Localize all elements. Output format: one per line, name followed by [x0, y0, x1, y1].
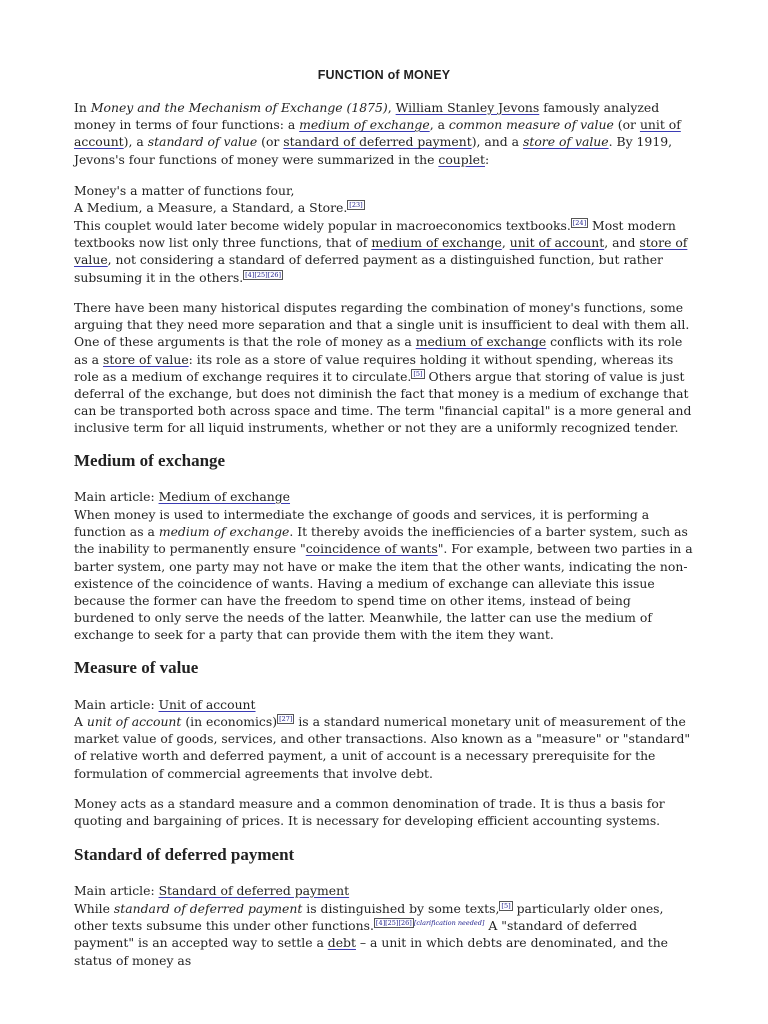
- document-title: FUNCTION of MONEY: [317, 68, 451, 82]
- link-medium-of-exchange[interactable]: medium of exchange: [299, 117, 430, 133]
- citation[interactable]: [4][25][26]: [375, 919, 412, 928]
- verse: [74, 182, 694, 216]
- link-medium-of-exchange[interactable]: medium of exchange: [371, 235, 502, 251]
- couplet-paragraph: This couplet would later become widely popular in macroeconomics textbooks. [24] Most modern textbooks now list only three functions, that of medium of exchange, unit of account, and store of value, not considering a standard of deferred payment as a distinguished function, but rather subsuming it in the others. [4][25][26]: [74, 218, 688, 285]
- link-store-of-value[interactable]: store of value: [522, 134, 609, 150]
- clarification-needed[interactable]: [clarification needed]: [413, 919, 485, 928]
- medium-paragraph: When money is used to intermediate the exchange of goods and services, it is performing a function as a medium of exchange. It thereby avoids the inefficiencies of a barter system, such as the inability to permanently ensure "coincidence of wants". For example, between two parties in a barter system, one party may not have or make the item that the other wants, indicating the non-existence of the coincidence of wants. Having a medium of exchange can alleviate this issue because the former can have the freedom to spend time on other items, instead of being burdened to only serve the needs of the latter. Meanwhile, the latter can use the medium of exchange to seek for a party that can provide them with the item they want.: [74, 507, 693, 643]
- book-title: Money and the Mechanism of Exchange (1875): [90, 100, 388, 115]
- section-heading-measure-of-value: Measure of value: [74, 658, 199, 677]
- link-main-article-unit-of-account[interactable]: Unit of account: [158, 697, 256, 712]
- link-store-of-value[interactable]: store of value: [103, 351, 189, 367]
- link-jevons[interactable]: William Stanley Jevons: [395, 100, 540, 115]
- link-standard-of-deferred-payment[interactable]: standard of deferred payment: [283, 134, 472, 150]
- measure-paragraph: A unit of account (in economics) [27] is a standard numerical monetary unit of measurement of the market value of goods, services, and other transactions. Also known as a "measure" or "standard" of relative worth and deferred payment, a unit of account is a necessary prerequisite for the formulation of commercial agreements that involve debt.: [74, 714, 691, 781]
- citation[interactable]: [4][25][26]: [245, 270, 282, 279]
- link-medium-of-exchange[interactable]: medium of exchange: [415, 334, 547, 350]
- main-article-note: Main article: Standard of deferred payment: [74, 883, 350, 898]
- citation[interactable]: [5]: [413, 369, 423, 378]
- citation[interactable]: [24]: [572, 219, 587, 227]
- verse-line-1: Money's a matter of functions four,: [74, 183, 295, 198]
- disputes-paragraph: There have been many historical disputes regarding the combination of money's functions, some arguing that they need more separation and that a single unit is insufficient to deal with them all. One of these arguments is that the role of money as a medium of exchange conflicts with its role as a store of value: its role as a store of value requires holding it without spending, whereas its role as a medium of exchange requires it to circulate. [5] Others argue that storing of value is just deferral of the exchange, but does not diminish the fact that money is a medium of exchange that can be transported both across space and time. The term "financial capital" is a more general and inclusive term for all liquid instruments, whether or not they are a uniformly recognized tender.: [74, 300, 692, 436]
- measure-paragraph-2: Money acts as a standard measure and a common denomination of trade. It is thus a basis for quoting and bargaining of prices. It is necessary for developing efficient accounting systems.: [74, 796, 665, 829]
- link-main-article-standard-of-deferred-payment[interactable]: Standard of deferred payment: [158, 883, 350, 898]
- citation[interactable]: [23]: [349, 201, 363, 210]
- link-couplet[interactable]: couplet: [438, 151, 485, 167]
- section-heading-medium-of-exchange: Medium of exchange: [74, 451, 226, 470]
- deferred-paragraph: While standard of deferred payment is distinguished by some texts, [5] particularly older ones, other texts subsume this under other functions. [4][25][26] [clarification needed] A "standard of deferred payment" is an accepted way to settle a debt – a unit in which debts are denominated, and the status of money as: [74, 901, 669, 968]
- link-debt[interactable]: debt: [327, 935, 356, 951]
- link-unit-of-account[interactable]: unit of account: [74, 117, 681, 150]
- main-article-note: Main article: Medium of exchange: [74, 489, 291, 504]
- section-heading-standard-of-deferred-payment: Standard of deferred payment: [74, 845, 295, 864]
- link-main-article-medium-of-exchange[interactable]: Medium of exchange: [158, 489, 291, 504]
- link-coincidence-of-wants[interactable]: coincidence of wants: [305, 541, 438, 557]
- intro-paragraph: In Money and the Mechanism of Exchange (1875), William Stanley Jevons famously analyzed money in terms of four functions: a medium of exchange, a common measure of value (or unit of account), a standard of value (or standard of deferred payment), and a store of value. By 1919, Jevons's four functions of money were summarized in the couplet:: [74, 100, 681, 167]
- citation[interactable]: [27]: [279, 715, 293, 723]
- verse-line-2: A Medium, a Measure, a Standard, a Store. [23]: [74, 200, 363, 216]
- link-store-of-value[interactable]: store of value: [74, 235, 688, 268]
- main-article-note: Main article: Unit of account: [74, 697, 256, 712]
- citation[interactable]: [5]: [501, 902, 511, 910]
- link-unit-of-account[interactable]: unit of account: [509, 235, 605, 251]
